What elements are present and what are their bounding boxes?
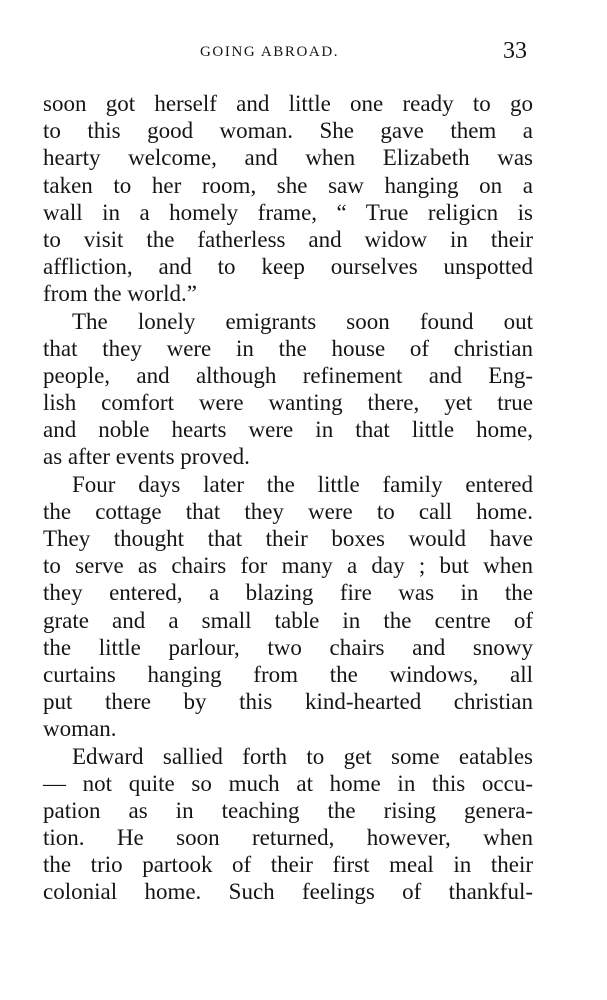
text-line: they entered, a blazing fire was in the: [43, 580, 533, 606]
text-line: put there by this kind-hearted christian: [43, 689, 533, 715]
text-line: — not quite so much at home in this occu-: [43, 770, 533, 796]
text-line: lish comfort were wanting there, yet true: [43, 390, 533, 416]
text-line: hearty welcome, and when Elizabeth was: [43, 145, 533, 171]
text-line: to visit the fatherless and widow in their: [43, 226, 533, 252]
text-line: to serve as chairs for many a day ; but when: [43, 553, 533, 579]
text-line: Four days later the little family entered: [72, 471, 533, 497]
body-text: [43, 90, 533, 906]
text-line: and noble hearts were in that little home,: [43, 417, 533, 443]
text-line: affliction, and to keep ourselves unspotted: [43, 254, 533, 280]
text-line: They thought that their boxes would have: [43, 526, 533, 551]
text-line: The lonely emigrants soon found out: [72, 308, 533, 334]
chapter-title: GOING ABROAD.: [200, 44, 340, 60]
text-line: woman.: [43, 716, 117, 742]
text-line: the trio partook of their first meal in their: [43, 852, 533, 878]
text-line: that they were in the house of christian: [43, 335, 533, 361]
text-line: colonial home. Such feelings of thankful-: [43, 879, 533, 905]
text-line: tion. He soon returned, however, when: [43, 825, 533, 851]
text-line: people, and although refinement and Eng-: [43, 362, 533, 388]
text-line: as after events proved.: [43, 444, 250, 470]
running-header: [0, 38, 607, 68]
text-line: wall in a homely frame, “ True religicn is: [43, 199, 533, 225]
text-line: the little parlour, two chairs and snowy: [43, 634, 533, 660]
page-number: 33: [503, 38, 527, 64]
text-line: to this good woman. She gave them a: [43, 118, 533, 144]
text-line: taken to her room, she saw hanging on a: [43, 172, 533, 198]
text-line: Edward sallied forth to get some eatables: [72, 743, 533, 769]
text-line: curtains hanging from the windows, all: [43, 661, 533, 687]
text-line: soon got herself and little one ready to go: [43, 91, 533, 116]
text-line: pation as in teaching the rising genera-: [43, 797, 533, 823]
text-line: from the world.”: [43, 281, 197, 307]
text-line: the cottage that they were to call home.: [43, 498, 533, 524]
text-line: grate and a small table in the centre of: [43, 607, 533, 633]
